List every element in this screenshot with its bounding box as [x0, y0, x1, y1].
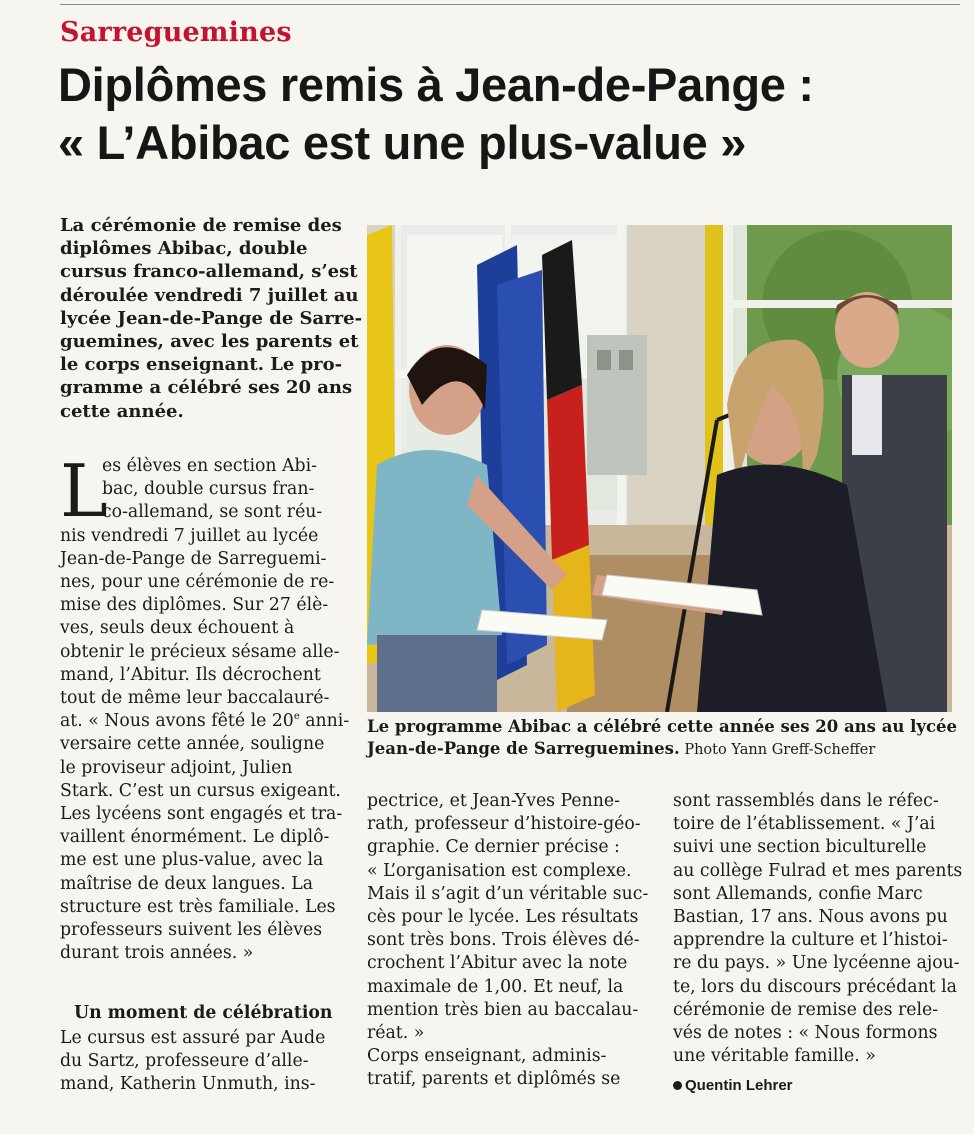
- body-line: tratif, parents et diplômés se: [367, 1069, 621, 1090]
- body-line: du Sartz, professeure d’alle-: [60, 1051, 309, 1072]
- body-line: sont très bons. Trois élèves dé-: [367, 930, 640, 951]
- author-byline: Quentin Lehrer: [673, 1076, 793, 1096]
- article-column-2: [367, 790, 647, 1092]
- lead-line: diplômes Abibac, double: [60, 238, 308, 260]
- body-line: Jean-de-Pange de Sarreguemi-: [60, 548, 327, 569]
- body-line: « L’organisation est complexe.: [367, 860, 632, 881]
- body-line: pectrice, et Jean-Yves Penne-: [367, 791, 620, 811]
- bullet-icon: [673, 1081, 682, 1090]
- body-line: at. « Nous avons fêté le 20e anni-: [60, 711, 350, 732]
- lead-line: guemines, avec les parents et: [60, 331, 359, 353]
- headline-line-2: « L’Abibac est une plus-value »: [58, 116, 747, 169]
- lead-line: le corps enseignant. Le pro-: [60, 354, 343, 376]
- body-line: ves, seuls deux échouent à: [60, 618, 295, 639]
- body-line: apprendre la culture et l’histoi-: [673, 930, 948, 951]
- body-line: re du pays. » Une lycéenne ajou-: [673, 953, 960, 974]
- body-line: durant trois années. »: [60, 943, 254, 964]
- headline: [58, 56, 963, 172]
- body-line: nes, pour une cérémonie de re-: [60, 572, 335, 593]
- body-line: tout de même leur baccalauré-: [60, 688, 330, 709]
- body-line: sont rassemblés dans le réfec-: [673, 791, 939, 811]
- body-line: nis vendredi 7 juillet au lycée: [60, 525, 319, 546]
- body-line: cès pour le lycée. Les résultats: [367, 907, 639, 928]
- body-line: vaillent énormément. Le diplô-: [60, 827, 330, 848]
- body-line: Mais il s’agit d’un véritable suc-: [367, 883, 649, 904]
- body-line: Corps enseignant, adminis-: [367, 1046, 607, 1067]
- body-line: mand, l’Abitur. Ils décrochent: [60, 664, 321, 685]
- article-column-1: [60, 455, 350, 965]
- body-line: sont Allemands, confie Marc: [673, 883, 923, 904]
- body-line: me est une plus-value, avec la: [60, 850, 324, 871]
- body-line: crochent l’Abitur avec la note: [367, 953, 628, 974]
- drop-cap: L: [60, 449, 108, 533]
- lead-line: lycée Jean-de-Pange de Sarre-: [60, 307, 363, 329]
- body-line: au collège Fulrad et mes parents: [673, 860, 963, 881]
- body-line: le proviseur adjoint, Julien: [60, 757, 293, 778]
- body-line: Bastian, 17 ans. Nous avons pu: [673, 907, 948, 928]
- body-line: co-allemand, se sont réu-: [102, 502, 323, 523]
- lead-line: cette année.: [60, 400, 184, 422]
- body-line: réat. »: [367, 1023, 425, 1044]
- body-line: Le cursus est assuré par Aude: [60, 1028, 326, 1048]
- body-line: graphie. Ce dernier précise :: [367, 837, 620, 858]
- body-line: maximale de 1,00. Et neuf, la: [367, 976, 624, 997]
- subheading: Un moment de célébration: [74, 1003, 333, 1023]
- lead-line: La cérémonie de remise des: [60, 215, 342, 236]
- body-line: versaire cette année, souligne: [60, 734, 325, 755]
- lead-line: gramme a célébré ses 20 ans: [60, 377, 353, 399]
- body-line: toire de l’établissement. « J’ai: [673, 814, 936, 835]
- body-line: obtenir le précieux sésame alle-: [60, 641, 340, 662]
- body-line: bac, double cursus fran-: [102, 479, 315, 500]
- caption-line-1: Le programme Abibac a célébré cette année ses 20 ans au lycée: [367, 717, 958, 736]
- article-photo: [367, 225, 952, 712]
- lead-line: cursus franco-allemand, s’est: [60, 261, 358, 283]
- body-line: cérémonie de remise des rele-: [673, 999, 939, 1020]
- body-line: Les lycéens sont engagés et tra-: [60, 804, 343, 825]
- photo-caption: [367, 716, 957, 761]
- body-line: mand, Katherin Unmuth, ins-: [60, 1074, 316, 1095]
- headline-line-1: Diplômes remis à Jean-de-Pange :: [58, 58, 814, 111]
- body-line: une véritable famille. »: [673, 1046, 876, 1067]
- body-line: professeurs suivent les élèves: [60, 920, 323, 941]
- body-line: Stark. C’est un cursus exigeant.: [60, 780, 341, 801]
- body-line: rath, professeur d’histoire-géo-: [367, 814, 641, 835]
- body-line: te, lors du discours précédant la: [673, 976, 957, 997]
- section-kicker: Sarreguemines: [60, 17, 292, 48]
- photo-credit: Photo Yann Greff-Scheffer: [679, 742, 876, 758]
- article-column-3: [673, 790, 963, 1068]
- body-line: mise des diplômes. Sur 27 élè-: [60, 595, 329, 616]
- body-line: mention très bien au baccalau-: [367, 999, 639, 1020]
- caption-line-2: Jean-de-Pange de Sarreguemines. Photo Yann Greff-Scheffer: [367, 739, 876, 758]
- article-column-1-continued: [60, 1027, 345, 1097]
- lead-line: déroulée vendredi 7 juillet au: [60, 284, 359, 306]
- lead-paragraph: [60, 214, 363, 423]
- body-line: maîtrise de deux langues. La: [60, 873, 313, 894]
- body-line: vés de notes : « Nous formons: [673, 1023, 938, 1044]
- body-line: suivi une section biculturelle: [673, 837, 927, 858]
- body-line: structure est très familiale. Les: [60, 896, 336, 917]
- body-line: es élèves en section Abi-: [102, 456, 317, 476]
- top-rule: [60, 4, 960, 5]
